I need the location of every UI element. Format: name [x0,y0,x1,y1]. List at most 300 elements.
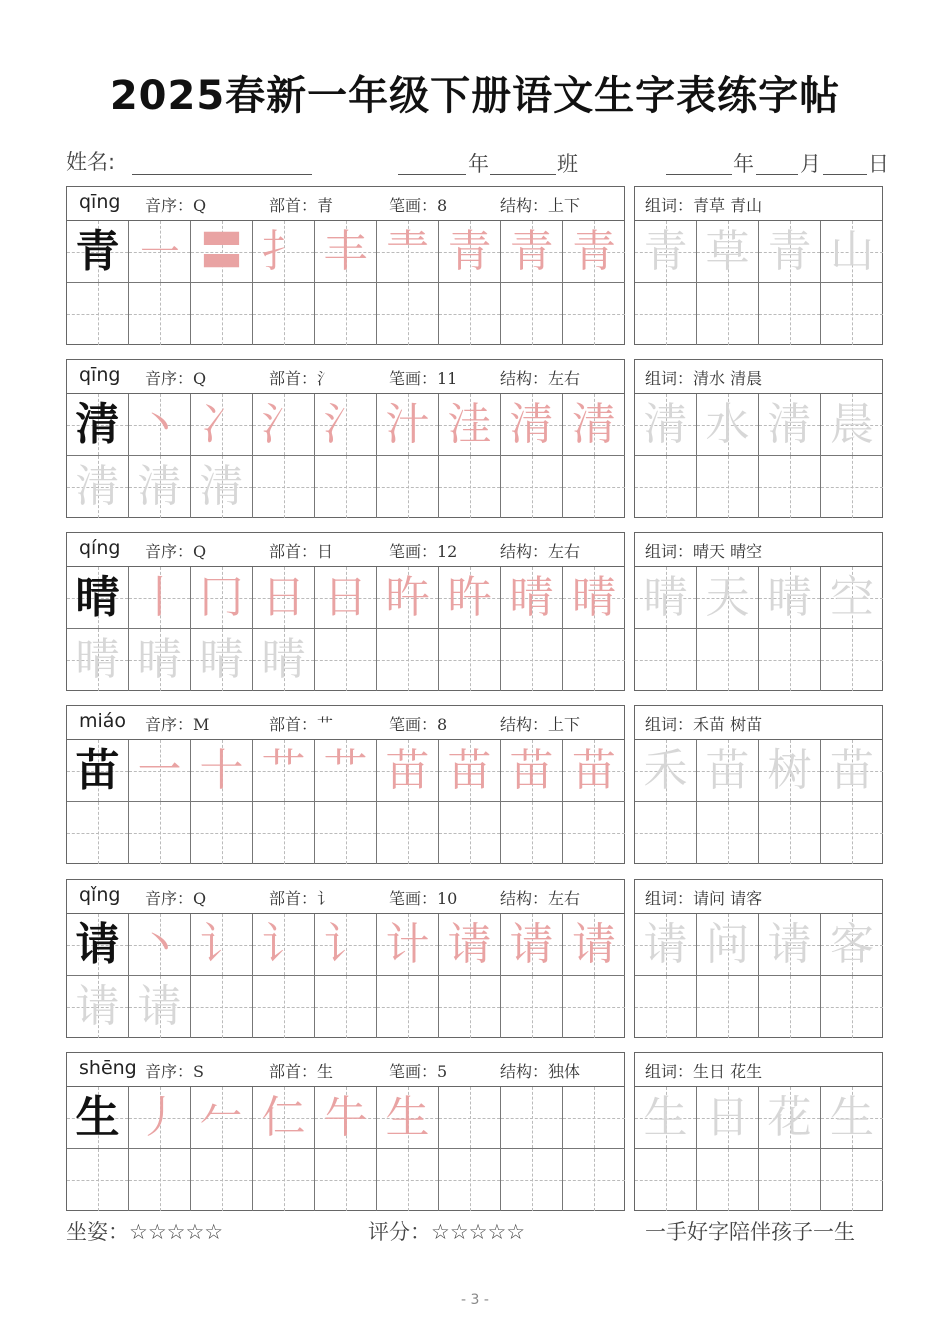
trace-character: 清 [137,461,182,512]
word-cell[interactable] [759,1149,821,1211]
writing-cell[interactable] [563,976,625,1038]
stroke-step: 艹 [323,744,368,796]
stroke-step: 计 [385,918,430,970]
writing-cell[interactable] [315,629,377,691]
stroke-step: 洼 [447,398,492,450]
word-cell[interactable] [821,567,883,629]
word-cell[interactable] [821,914,883,976]
writing-cell[interactable] [439,1087,501,1149]
writing-cell[interactable] [253,802,315,864]
word-trace-character: 苗 [705,744,750,796]
stroke-step: 艹 [261,744,306,796]
word-cell[interactable] [697,629,759,691]
writing-cell[interactable] [439,394,501,456]
writing-cell[interactable] [377,914,439,976]
stroke-step: 牛 [323,1091,368,1143]
name-field[interactable] [132,174,312,175]
writing-cell[interactable] [315,394,377,456]
date-day-field[interactable] [823,174,867,175]
word-cell[interactable] [697,283,759,345]
word-cell[interactable] [759,567,821,629]
writing-cell[interactable] [129,283,191,345]
writing-cell[interactable] [563,802,625,864]
class-year-field[interactable] [398,174,466,175]
order-label: 音序：M [145,715,210,734]
words-label: 组词：请问 请客 [645,889,763,908]
card-header [67,880,624,914]
writing-cell[interactable] [129,567,191,629]
strokes-label: 笔画：12 [389,542,458,561]
trace-character: 清 [75,461,120,512]
stroke-step: 清 [509,398,554,450]
writing-cell[interactable] [563,567,625,629]
word-trace-character: 水 [705,398,750,450]
writing-cell[interactable] [377,567,439,629]
word-cell[interactable] [821,976,883,1038]
stroke-step: 一 [137,744,182,796]
writing-cell[interactable] [439,283,501,345]
structure-label: 结构：左右 [500,542,581,561]
word-cell[interactable] [697,567,759,629]
writing-cell[interactable] [315,456,377,518]
writing-cell[interactable] [253,914,315,976]
writing-cell[interactable] [315,802,377,864]
order-label: 音序：Q [145,542,207,561]
writing-cell[interactable] [67,283,129,345]
word-card-1 [634,186,883,345]
writing-cell[interactable] [501,283,563,345]
writing-cell[interactable] [563,914,625,976]
structure-label: 结构：左右 [500,369,581,388]
writing-cell[interactable] [501,1087,563,1149]
writing-cell[interactable] [129,221,191,283]
writing-cell[interactable] [315,567,377,629]
word-cell[interactable] [759,1087,821,1149]
word-cell[interactable] [697,802,759,864]
writing-cell[interactable] [377,629,439,691]
stroke-step: 汁 [385,398,430,450]
pinyin-label: qíng [79,537,121,559]
writing-cell[interactable] [439,914,501,976]
writing-cell[interactable] [377,802,439,864]
writing-cell[interactable] [439,802,501,864]
words-label: 组词：青草 青山 [645,196,763,215]
slogan: 一手好字陪伴孩子一生 [645,1220,855,1244]
writing-cell[interactable] [377,740,439,802]
writing-cell[interactable] [129,914,191,976]
model-character: 晴 [75,571,120,623]
writing-cell[interactable] [501,629,563,691]
word-card-4 [634,705,883,864]
word-cell[interactable] [759,802,821,864]
writing-cell[interactable] [191,394,253,456]
writing-cell[interactable] [501,394,563,456]
word-cell[interactable] [697,976,759,1038]
stroke-step: 氵 [261,398,306,450]
stroke-step: 冫 [199,398,244,450]
writing-cell[interactable] [501,914,563,976]
order-label: 音序：S [145,1062,204,1081]
writing-cell[interactable] [191,567,253,629]
writing-cell[interactable] [253,629,315,691]
word-trace-character: 山 [830,225,874,277]
writing-cell[interactable] [129,740,191,802]
words-label: 组词：禾苗 树苗 [645,715,763,734]
stroke-step: ㇐ [137,225,182,277]
writing-cell[interactable] [129,1087,191,1149]
writing-cell[interactable] [191,1149,253,1211]
trace-character: 请 [137,981,182,1032]
word-card-2 [634,359,883,518]
writing-cell[interactable] [563,221,625,283]
writing-cell[interactable] [315,740,377,802]
writing-cell[interactable] [501,802,563,864]
word-header [635,187,882,221]
word-trace-character: 草 [705,225,750,277]
date-year-label: 年 [733,152,754,176]
word-trace-character: 树 [767,744,812,796]
stroke-step: 苗 [572,744,616,796]
word-cell[interactable] [821,740,883,802]
class-year-label: 年 [468,152,489,176]
word-cell[interactable] [697,394,759,456]
writing-cell[interactable] [67,802,129,864]
writing-cell[interactable] [67,394,129,456]
word-cell[interactable] [759,221,821,283]
word-trace-character: 青 [643,225,688,277]
writing-cell[interactable] [377,456,439,518]
writing-cell[interactable] [129,456,191,518]
model-character: 青 [75,225,120,277]
word-cell[interactable] [635,914,697,976]
word-cell[interactable] [635,802,697,864]
writing-cell[interactable] [191,456,253,518]
writing-cell[interactable] [439,629,501,691]
stroke-step: 清 [572,398,616,450]
writing-cell[interactable] [377,976,439,1038]
stroke-step: 丨 [137,571,182,623]
stroke-step: 讠 [199,918,244,970]
writing-cell[interactable] [253,283,315,345]
radical-label: 部首：日 [269,542,334,561]
word-cell[interactable] [821,456,883,518]
word-trace-character: 花 [767,1091,812,1143]
model-character: 请 [75,918,120,970]
stroke-step: 青 [509,225,554,277]
word-cell[interactable] [635,456,697,518]
writing-cell[interactable] [501,976,563,1038]
writing-cell[interactable] [315,1087,377,1149]
word-trace-character: 晴 [643,571,688,623]
word-trace-character: 晨 [830,398,874,450]
trace-character: 晴 [261,634,306,685]
stroke-step: 十 [199,744,244,796]
stroke-step: 讠 [323,918,368,970]
word-trace-character: 空 [830,571,874,623]
words-label: 组词：晴天 晴空 [645,542,763,561]
word-cell[interactable] [821,394,883,456]
writing-cell[interactable] [439,221,501,283]
word-cell[interactable] [759,629,821,691]
writing-cell[interactable] [253,1149,315,1211]
writing-cell[interactable] [67,221,129,283]
trace-character: 晴 [75,634,120,685]
writing-cell[interactable] [563,394,625,456]
word-trace-character: 请 [767,918,812,970]
structure-label: 结构：左右 [500,889,581,908]
date-month-field[interactable] [756,174,798,175]
writing-cell[interactable] [191,914,253,976]
stroke-step: 𠂉 [199,1091,244,1143]
posture-rating[interactable]: 坐姿：☆☆☆☆☆ [66,1220,224,1244]
stroke-step: 丰 [323,225,368,277]
writing-cell[interactable] [67,976,129,1038]
card-header [67,360,624,394]
card-header [67,706,624,740]
strokes-label: 笔画：5 [389,1062,448,1081]
writing-cell[interactable] [253,456,315,518]
word-header [635,533,882,567]
writing-cell[interactable] [315,914,377,976]
practice-card-1 [66,186,625,345]
word-cell[interactable] [697,740,759,802]
card-header [67,533,624,567]
writing-cell[interactable] [253,394,315,456]
stroke-step: 请 [572,918,616,970]
writing-cell[interactable] [563,1087,625,1149]
word-cell[interactable] [759,456,821,518]
practice-card-3 [66,532,625,691]
writing-cell[interactable] [191,976,253,1038]
stroke-step: ⺘ [261,225,306,277]
radical-label: 部首：艹 [269,715,334,734]
word-header [635,706,882,740]
stroke-step: 仁 [261,1091,306,1143]
word-trace-character: 日 [705,1091,750,1143]
writing-cell[interactable] [253,567,315,629]
strokes-label: 笔画：10 [389,889,458,908]
word-header [635,360,882,394]
trace-character: 晴 [199,634,244,685]
writing-cell[interactable] [129,629,191,691]
structure-label: 结构：独体 [500,1062,581,1081]
word-cell[interactable] [635,283,697,345]
writing-cell[interactable] [315,283,377,345]
word-cell[interactable] [759,976,821,1038]
word-cell[interactable] [821,1149,883,1211]
strokes-label: 笔画：8 [389,196,448,215]
pinyin-label: qǐng [79,884,121,906]
word-card-3 [634,532,883,691]
word-cell[interactable] [635,976,697,1038]
stroke-step: 旿 [447,571,492,623]
stroke-step: 〓 [199,225,244,277]
writing-cell[interactable] [377,394,439,456]
stroke-step: 氵 [323,398,368,450]
writing-cell[interactable] [253,221,315,283]
word-trace-character: 客 [830,918,874,970]
writing-cell[interactable] [315,976,377,1038]
stroke-step: 晴 [509,571,554,623]
writing-cell[interactable] [191,283,253,345]
writing-cell[interactable] [129,976,191,1038]
stroke-step: 冂 [199,571,244,623]
radical-label: 部首：讠 [269,889,334,908]
stroke-step: 丶 [137,398,182,450]
score-rating[interactable]: 评分：☆☆☆☆☆ [368,1220,526,1244]
word-cell[interactable] [821,629,883,691]
practice-card-5 [66,879,625,1038]
writing-cell[interactable] [191,221,253,283]
writing-cell[interactable] [377,1149,439,1211]
practice-card-6 [66,1052,625,1211]
writing-cell[interactable] [67,456,129,518]
word-cell[interactable] [635,567,697,629]
word-header [635,1053,882,1087]
word-cell[interactable] [821,1087,883,1149]
practice-card-4 [66,705,625,864]
word-cell[interactable] [759,914,821,976]
writing-cell[interactable] [377,283,439,345]
writing-cell[interactable] [67,629,129,691]
word-cell[interactable] [635,629,697,691]
word-cell[interactable] [635,1149,697,1211]
writing-cell[interactable] [315,221,377,283]
writing-cell[interactable] [67,567,129,629]
name-label: 姓名: [66,150,116,174]
structure-label: 结构：上下 [500,715,581,734]
stroke-step: 晴 [572,571,616,623]
word-cell[interactable] [821,802,883,864]
writing-cell[interactable] [439,567,501,629]
writing-cell[interactable] [501,1149,563,1211]
radical-label: 部首：生 [269,1062,334,1081]
word-trace-character: 生 [643,1091,688,1143]
pinyin-label: qīng [79,364,121,386]
writing-cell[interactable] [67,1087,129,1149]
writing-cell[interactable] [315,1149,377,1211]
writing-cell[interactable] [67,740,129,802]
order-label: 音序：Q [145,196,207,215]
stroke-step: 生 [385,1091,430,1143]
writing-cell[interactable] [67,914,129,976]
model-character: 清 [75,398,120,450]
order-label: 音序：Q [145,889,207,908]
writing-cell[interactable] [253,1087,315,1149]
word-trace-character: 晴 [767,571,812,623]
radical-label: 部首：氵 [269,369,334,388]
word-trace-character: 问 [705,918,750,970]
word-cell[interactable] [697,456,759,518]
word-header [635,880,882,914]
writing-cell[interactable] [501,221,563,283]
writing-cell[interactable] [563,629,625,691]
word-trace-character: 生 [830,1091,874,1143]
writing-cell[interactable] [377,1087,439,1149]
words-label: 组词：清水 清晨 [645,369,763,388]
word-cell[interactable] [821,283,883,345]
writing-cell[interactable] [253,740,315,802]
writing-cell[interactable] [191,1087,253,1149]
structure-label: 结构：上下 [500,196,581,215]
word-cell[interactable] [697,1087,759,1149]
date-day-label: 日 [868,152,889,176]
class-label: 班 [557,152,578,176]
stroke-step: 日 [261,571,306,623]
writing-cell[interactable] [191,629,253,691]
page-title: 2025春新一年级下册语文生字表练字帖 [109,73,841,119]
writing-cell[interactable] [439,456,501,518]
writing-cell[interactable] [377,221,439,283]
word-cell[interactable] [635,394,697,456]
writing-cell[interactable] [563,283,625,345]
stroke-step: 青 [447,225,492,277]
word-cell[interactable] [697,221,759,283]
writing-cell[interactable] [191,802,253,864]
stroke-step: 苗 [385,744,430,796]
card-header [67,1053,624,1087]
stroke-step: 请 [509,918,554,970]
writing-cell[interactable] [563,456,625,518]
date-year-field[interactable] [666,174,732,175]
radical-label: 部首：青 [269,196,334,215]
word-cell[interactable] [635,221,697,283]
trace-character: 清 [199,461,244,512]
stroke-step: 日 [323,571,368,623]
word-trace-character: 清 [767,398,812,450]
writing-cell[interactable] [563,1149,625,1211]
writing-cell[interactable] [439,976,501,1038]
writing-cell[interactable] [129,802,191,864]
word-cell[interactable] [697,914,759,976]
stroke-step: 丿 [137,1091,182,1143]
trace-character: 晴 [137,634,182,685]
word-trace-character: 清 [643,398,688,450]
word-cell[interactable] [759,283,821,345]
stroke-step: 讠 [261,918,306,970]
writing-cell[interactable] [501,740,563,802]
word-cell[interactable] [759,394,821,456]
writing-cell[interactable] [439,740,501,802]
stroke-step: 请 [447,918,492,970]
model-character: 苗 [75,744,120,796]
class-field[interactable] [490,174,556,175]
date-month-label: 月 [800,152,821,176]
writing-cell[interactable] [563,740,625,802]
writing-cell[interactable] [129,394,191,456]
stroke-step: 苗 [447,744,492,796]
word-cell[interactable] [635,740,697,802]
writing-cell[interactable] [501,456,563,518]
word-trace-character: 天 [705,571,750,623]
writing-cell[interactable] [501,567,563,629]
writing-cell[interactable] [191,740,253,802]
pinyin-label: qīng [79,191,121,213]
word-cell[interactable] [759,740,821,802]
practice-card-2 [66,359,625,518]
word-trace-character: 禾 [643,744,688,796]
strokes-label: 笔画：11 [389,369,458,388]
word-cell[interactable] [697,1149,759,1211]
word-cell[interactable] [821,221,883,283]
writing-cell[interactable] [253,976,315,1038]
words-label: 组词：生日 花生 [645,1062,763,1081]
writing-cell[interactable] [67,1149,129,1211]
stroke-step: 丶 [137,918,182,970]
word-cell[interactable] [635,1087,697,1149]
writing-cell[interactable] [129,1149,191,1211]
writing-cell[interactable] [439,1149,501,1211]
